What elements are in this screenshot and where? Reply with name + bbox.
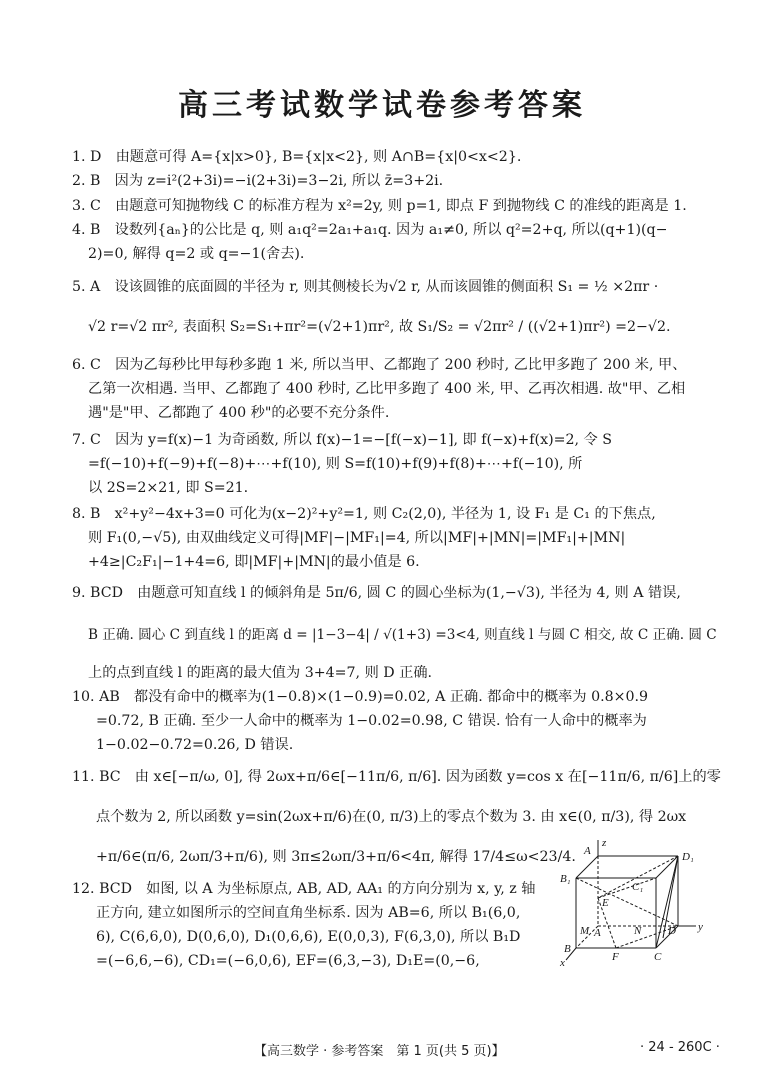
footer-page-info: 【高三数学 · 参考答案 第 1 页(共 5 页)】: [254, 1044, 505, 1059]
cube-figure: [558, 838, 708, 968]
label-C: C: [654, 951, 662, 963]
answer-line: 2. B 因为 z=i²(2+3i)=−i(2+3i)=3−2i, 所以 z̄=3+2i.: [72, 173, 444, 189]
answer-line: 6), C(6,6,0), D(0,6,0), D₁(0,6,6), E(0,0,3), F(6,3,0), 所以 B₁D: [96, 929, 521, 945]
answer-line: 遇"是"甲、乙都跑了 400 秒"的必要不充分条件.: [88, 405, 390, 421]
page-title: 高三考试数学试卷参考答案: [178, 88, 586, 123]
answer-line: 上的点到直线 l 的距离的最大值为 3+4=7, 则 D 正确.: [88, 665, 433, 681]
answer-line: =0.72, B 正确. 至少一人命中的概率为 1−0.02=0.98, C 错误. 恰有一人命中的概率为: [96, 713, 647, 729]
label-B: B: [564, 943, 571, 955]
answer-line: =(−6,6,−6), CD₁=(−6,0,6), EF=(6,3,−3), D₁E=(0,−6,: [96, 953, 480, 969]
label-E: E: [602, 897, 609, 909]
answer-line: B 正确. 圆心 C 到直线 l 的距离 d = |1−3−4| / √(1+3) =3<4, 则直线 l 与圆 C 相交, 故 C 正确. 圆 C: [88, 627, 717, 643]
answer-line: +π/6∈(π/6, 2ωπ/3+π/6), 则 3π≤2ωπ/3+π/6<4π, 解得 17/4≤ω<23/4.: [96, 849, 576, 865]
label-N: N: [634, 925, 642, 937]
label-A: A: [594, 927, 601, 939]
answer-line: 2)=0, 解得 q=2 或 q=−1(舍去).: [88, 246, 305, 262]
answer-line: 乙第一次相遇. 当甲、乙都跑了 400 秒时, 乙比甲多跑了 400 米, 甲、乙再次相遇. 故"甲、乙相: [88, 381, 686, 397]
label-D: D: [668, 925, 676, 937]
answer-line: 12. BCD 如图, 以 A 为坐标原点, AB, AD, AA₁ 的方向分别为 x, y, z 轴: [72, 881, 536, 897]
label-D1: D₁: [682, 851, 694, 863]
answer-line: 点个数为 2, 所以函数 y=sin(2ωx+π/6)在(0, π/3)上的零点个数为 3. 由 x∈(0, π/3), 得 2ωx: [96, 809, 687, 825]
answer-line: 正方向, 建立如图所示的空间直角坐标系. 因为 AB=6, 所以 B₁(6,0,: [96, 905, 521, 921]
answer-line: 8. B x²+y²−4x+3=0 可化为(x−2)²+y²=1, 则 C₂(2,0), 半径为 1, 设 F₁ 是 C₁ 的下焦点,: [72, 506, 656, 522]
label-F: F: [612, 951, 619, 963]
label-B1: B₁: [560, 873, 571, 885]
answer-line: 7. C 因为 y=f(x)−1 为奇函数, 所以 f(x)−1=−[f(−x)−1], 即 f(−x)+f(x)=2, 令 S: [72, 432, 612, 448]
answer-line: √2 r=√2 πr², 表面积 S₂=S₁+πr²=(√2+1)πr², 故 S₁/S₂ = √2πr² / ((√2+1)πr²) =2−√2.: [88, 319, 671, 335]
answer-line: 10. AB 都没有命中的概率为(1−0.8)×(1−0.9)=0.02, A 正确. 都命中的概率为 0.8×0.9: [72, 689, 649, 705]
answer-line: +4≥|C₂F₁|−1+4=6, 即|MF|+|MN|的最小值是 6.: [88, 554, 420, 570]
label-z: z: [602, 838, 607, 849]
answer-line: 以 2S=2×21, 即 S=21.: [88, 480, 249, 496]
label-M: M: [580, 925, 590, 937]
label-y: y: [698, 921, 703, 933]
answer-line: 则 F₁(0,−√5), 由双曲线定义可得|MF|−|MF₁|=4, 所以|MF|+|MN|=|MF₁|+|MN|: [88, 530, 626, 546]
label-C1: C₁: [632, 881, 644, 893]
answer-line: =f(−10)+f(−9)+f(−8)+⋯+f(10), 则 S=f(10)+f(9)+f(8)+⋯+f(−10), 所: [88, 456, 583, 472]
answer-line: 1. D 由题意可得 A={x|x>0}, B={x|x<2}, 则 A∩B={x|0<x<2}.: [72, 149, 522, 165]
label-x: x: [560, 957, 565, 968]
answer-line: 6. C 因为乙每秒比甲每秒多跑 1 米, 所以当甲、乙都跑了 200 秒时, 乙比甲多跑了 200 米, 甲、: [72, 357, 687, 373]
answer-line: 9. BCD 由题意可知直线 l 的倾斜角是 5π/6, 圆 C 的圆心坐标为(1,−√3), 半径为 4, 则 A 错误,: [72, 585, 681, 601]
answer-line: 1−0.02−0.72=0.26, D 错误.: [96, 737, 294, 753]
answer-line: 5. A 设该圆锥的底面圆的半径为 r, 则其侧棱长为√2 r, 从而该圆锥的侧面积 S₁ = ½ ×2πr ·: [72, 279, 659, 295]
footer-code: · 24 - 260C ·: [640, 1040, 720, 1055]
label-A1: A: [584, 845, 591, 857]
answer-line: 4. B 设数列{aₙ}的公比是 q, 则 a₁q²=2a₁+a₁q. 因为 a₁≠0, 所以 q²=2+q, 所以(q+1)(q−: [72, 222, 668, 238]
answer-line: 11. BC 由 x∈[−π/ω, 0], 得 2ωx+π/6∈[−11π/6, π/6]. 因为函数 y=cos x 在[−11π/6, π/6]上的零: [72, 769, 721, 785]
answer-line: 3. C 由题意可知抛物线 C 的标准方程为 x²=2y, 则 p=1, 即点 F 到抛物线 C 的准线的距离是 1.: [72, 198, 687, 214]
